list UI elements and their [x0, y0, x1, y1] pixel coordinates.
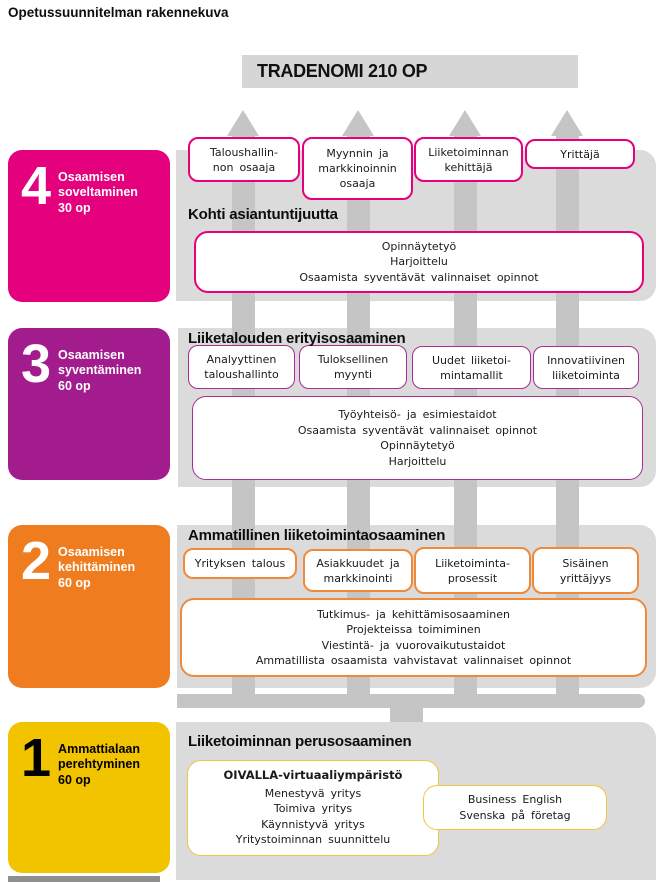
profile-box-yrittaja: Yrittäjä	[525, 139, 635, 169]
level-3-label: Osaamisen syventäminen 60 op	[58, 348, 142, 393]
profile-box-myynnin-ja-markkinoinnin-osaaja: Myynnin ja markkinoinnin osaaja	[302, 137, 413, 200]
course-box-sisainen-yrittajyys: Sisäinen yrittäjyys	[532, 547, 639, 594]
course-box-tuloksellinen-myynti: Tuloksellinen myynti	[299, 345, 407, 389]
course-box-analyyttinen-taloushallinto: Analyyttinen taloushallinto	[188, 345, 295, 389]
course-box-uudet-liiketoimintamallit: Uudet liiketoi- mintamallit	[412, 346, 531, 389]
up-arrow-head	[449, 110, 481, 136]
level-3-summary-box: Työyhteisö- ja esimiestaidot Osaamista syventävät valinnaiset opinnot Opinnäytetyö Harjoittelu	[192, 396, 643, 480]
level-1-label: Ammattialaan perehtyminen 60 op	[58, 742, 141, 787]
profile-box-liiketoiminnan-kehittaja: Liiketoiminnan kehittäjä	[414, 137, 523, 182]
page-title: Opetussuunnitelman rakennekuva	[8, 5, 229, 20]
degree-banner: TRADENOMI 210 OP	[242, 55, 578, 88]
connector-stub	[390, 706, 423, 722]
up-arrow-head	[342, 110, 374, 136]
level-2-heading: Ammatillinen liiketoimintaosaaminen	[188, 527, 446, 544]
level-3-number: 3	[21, 334, 50, 394]
oivalla-courses: Menestyvä yritys Toimiva yritys Käynnistyvä yritys Yritystoiminnan suunnittelu	[235, 786, 391, 847]
level-4-block	[8, 150, 170, 302]
level-3-block	[8, 328, 170, 480]
level-4-heading: Kohti asiantuntijuutta	[188, 206, 338, 223]
level-1-block	[8, 722, 170, 873]
level-1-number: 1	[21, 728, 50, 788]
profile-box-taloushallinnon-osaaja: Taloushallin- non osaaja	[188, 137, 300, 182]
course-box-liiketoimintaprosessit: Liiketoiminta- prosessit	[414, 547, 531, 594]
level-4-summary-box: Opinnäytetyö Harjoittelu Osaamista syventävät valinnaiset opinnot	[194, 231, 644, 293]
level-2-number: 2	[21, 531, 50, 591]
course-box-asiakkuudet-ja-markkinointi: Asiakkuudet ja markkinointi	[303, 549, 413, 592]
level-3-heading: Liiketalouden erityisosaaminen	[188, 330, 406, 347]
oivalla-box	[187, 760, 439, 856]
level-4-number: 4	[21, 156, 50, 216]
course-box-yrityksen-talous: Yrityksen talous	[183, 548, 297, 579]
oivalla-title: OIVALLA-virtuaaliympäristö	[223, 768, 403, 783]
languages-box: Business English Svenska på företag	[423, 785, 607, 830]
course-box-innovatiivinen-liiketoiminta: Innovatiivinen liiketoiminta	[533, 346, 639, 389]
up-arrow-head	[551, 110, 583, 136]
level-2-summary-box: Tutkimus- ja kehittämisosaaminen Projekteissa toimiminen Viestintä- ja vuorovaikutustaidot Ammatillista osaamista vahvistavat valinnaiset opinnot	[180, 598, 647, 677]
level-2-block	[8, 525, 170, 688]
level-4-label: Osaamisen soveltaminen 30 op	[58, 170, 138, 215]
level-2-label: Osaamisen kehittäminen 60 op	[58, 545, 136, 590]
level-1-block-shadow	[8, 876, 160, 882]
up-arrow-head	[227, 110, 259, 136]
level-1-heading: Liiketoiminnan perusosaaminen	[188, 733, 412, 750]
